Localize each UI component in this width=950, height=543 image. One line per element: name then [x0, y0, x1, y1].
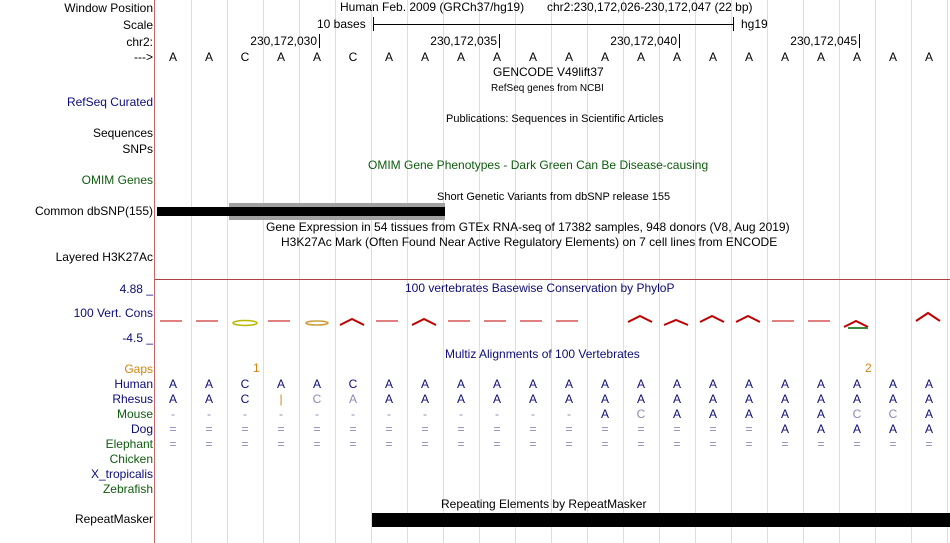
reference-base: A	[492, 50, 501, 64]
gtex-track-title[interactable]: Gene Expression in 54 tissues from GTEx RNA-seq of 17382 samples, 948 donors (V8, Aug 2019)	[266, 220, 790, 234]
conservation-min-label: -4.5 _	[122, 331, 153, 345]
reference-base: A	[816, 50, 825, 64]
alignment-base: A	[816, 392, 825, 406]
alignment-base: A	[924, 377, 933, 391]
reference-base: A	[420, 50, 429, 64]
alignment-base: C	[348, 377, 358, 391]
alignment-base: A	[168, 377, 177, 391]
alignment-base: =	[169, 422, 177, 436]
alignment-base: A	[384, 392, 393, 406]
ruler-tick-label: 230,172,045	[790, 34, 857, 48]
alignment-base: A	[312, 377, 321, 391]
alignment-base: A	[816, 422, 825, 436]
reference-base: A	[636, 50, 645, 64]
alignment-base: =	[205, 422, 213, 436]
alignment-base: =	[313, 437, 321, 451]
reference-base: A	[456, 50, 465, 64]
alignment-base: =	[709, 437, 717, 451]
alignment-base: -	[567, 407, 571, 421]
alignment-base: A	[528, 377, 537, 391]
alignment-base: =	[169, 437, 177, 451]
conservation-label[interactable]: 100 Vert. Cons	[73, 306, 153, 320]
alignment-base: A	[276, 377, 285, 391]
alignment-base: A	[780, 407, 789, 421]
species-label[interactable]: Dog	[130, 422, 153, 436]
alignment-base: =	[457, 437, 465, 451]
alignment-base: =	[673, 437, 681, 451]
alignment-base: =	[349, 437, 357, 451]
reference-base: A	[780, 50, 789, 64]
omim-genes-label[interactable]: OMIM Genes	[81, 173, 153, 187]
alignment-base: C	[240, 392, 250, 406]
alignment-base: =	[385, 422, 393, 436]
strand-label: --->	[134, 50, 153, 64]
dbsnp-label[interactable]: Common dbSNP(155)	[34, 204, 153, 218]
species-label[interactable]: Mouse	[116, 407, 153, 421]
position-readout[interactable]: chr2:230,172,026-230,172,047 (22 bp)	[547, 0, 753, 14]
window-position-label: Window Position	[64, 1, 153, 15]
reference-base: A	[888, 50, 897, 64]
reference-base: A	[744, 50, 753, 64]
alignment-base: -	[423, 407, 427, 421]
alignment-base: =	[241, 422, 249, 436]
scale-db-text: hg19	[741, 17, 768, 31]
chrom-label: chr2:	[126, 35, 153, 49]
alignment-base: -	[351, 407, 355, 421]
alignment-base: A	[780, 392, 789, 406]
alignment-base: C	[852, 407, 862, 421]
cons-peak	[700, 316, 724, 322]
cons-peak	[664, 320, 688, 325]
alignment-base: A	[204, 392, 213, 406]
alignment-base: A	[780, 422, 789, 436]
alignment-base: =	[565, 437, 573, 451]
scale-bases-text: 10 bases	[317, 17, 366, 31]
assembly-title[interactable]: Human Feb. 2009 (GRCh37/hg19)	[340, 0, 525, 14]
snps-label[interactable]: SNPs	[122, 142, 153, 156]
repeatmasker-element-bar[interactable]	[372, 513, 950, 527]
alignment-base: =	[277, 437, 285, 451]
alignment-base: =	[565, 422, 573, 436]
alignment-base: =	[925, 437, 933, 451]
alignment-base: =	[385, 437, 393, 451]
species-label[interactable]: X_tropicalis	[90, 467, 153, 481]
cons-peak	[916, 313, 940, 321]
reference-base: A	[708, 50, 717, 64]
alignment-base: A	[744, 377, 753, 391]
alignment-base: =	[205, 437, 213, 451]
alignment-base: =	[421, 437, 429, 451]
alignment-base: =	[673, 422, 681, 436]
alignment-base: A	[924, 407, 933, 421]
alignment-base: =	[709, 422, 717, 436]
alignment-base: A	[708, 377, 717, 391]
cons-peak	[340, 319, 364, 325]
conservation-max-label: 4.88 _	[119, 282, 153, 296]
alignment-base: -	[459, 407, 463, 421]
cons-peak	[844, 321, 868, 327]
alignment-base: =	[241, 437, 249, 451]
alignment-base: -	[495, 407, 499, 421]
alignment-base: A	[852, 377, 861, 391]
phylop-track-title[interactable]: 100 vertebrates Basewise Conservation by PhyloP	[405, 281, 675, 295]
alignment-base: C	[240, 377, 250, 391]
alignment-base: A	[852, 422, 861, 436]
alignment-base: =	[889, 437, 897, 451]
alignment-base: =	[601, 422, 609, 436]
cons-ellipse	[233, 321, 257, 326]
alignment-base: =	[529, 422, 537, 436]
alignment-base: =	[817, 437, 825, 451]
alignment-base: A	[924, 422, 933, 436]
species-label[interactable]: Rhesus	[112, 392, 153, 406]
alignment-base: A	[708, 407, 717, 421]
reference-base: A	[312, 50, 321, 64]
alignment-base: -	[171, 407, 175, 421]
alignment-base: A	[348, 392, 357, 406]
repeatmasker-label[interactable]: RepeatMasker	[74, 512, 153, 526]
alignment-base: =	[745, 422, 753, 436]
alignment-base: A	[420, 377, 429, 391]
alignment-base: A	[636, 392, 645, 406]
dbsnp-track-title[interactable]: Short Genetic Variants from dbSNP release 155	[437, 191, 671, 203]
gap-count: 2	[865, 361, 872, 375]
reference-base: A	[852, 50, 861, 64]
alignment-base: A	[744, 407, 753, 421]
alignment-base: A	[600, 377, 609, 391]
refseq-curated-label[interactable]: RefSeq Curated	[66, 95, 153, 109]
alignment-base: -	[387, 407, 391, 421]
alignment-base: =	[781, 437, 789, 451]
reference-base: A	[672, 50, 681, 64]
cons-ellipse	[306, 321, 328, 325]
ruler-tick-label: 230,172,040	[610, 34, 677, 48]
alignment-base: A	[816, 377, 825, 391]
alignment-base: A	[456, 377, 465, 391]
alignment-base: =	[313, 422, 321, 436]
sequences-label[interactable]: Sequences	[92, 126, 153, 140]
alignment-base: A	[924, 392, 933, 406]
alignment-base: =	[745, 437, 753, 451]
refseq-track-title[interactable]: RefSeq genes from NCBI	[491, 83, 604, 94]
alignment-base: |	[279, 392, 283, 406]
reference-base: A	[384, 50, 393, 64]
reference-base: A	[924, 50, 933, 64]
h3k27ac-track-title[interactable]: H3K27Ac Mark (Often Found Near Active Regulatory Elements) on 7 cell lines from ENCODE	[281, 235, 778, 249]
species-label[interactable]: Human	[114, 377, 153, 391]
scale-label: Scale	[122, 18, 153, 32]
alignment-base: -	[279, 407, 283, 421]
alignment-base: A	[744, 392, 753, 406]
alignment-base: A	[888, 392, 897, 406]
alignment-base: =	[637, 422, 645, 436]
gap-count: 1	[253, 361, 260, 375]
alignment-base: A	[384, 377, 393, 391]
alignment-base: -	[315, 407, 319, 421]
alignment-base: A	[168, 392, 177, 406]
alignment-base: A	[672, 377, 681, 391]
repeatmasker-track-title[interactable]: Repeating Elements by RepeatMasker	[441, 497, 647, 511]
alignment-base: =	[493, 437, 501, 451]
ruler-tick-label: 230,172,030	[250, 34, 317, 48]
alignment-base: =	[853, 437, 861, 451]
gaps-label[interactable]: Gaps	[124, 362, 153, 376]
alignment-base: A	[672, 407, 681, 421]
alignment-base: A	[492, 392, 501, 406]
alignment-base: =	[493, 422, 501, 436]
alignment-base: A	[492, 377, 501, 391]
species-label[interactable]: Zebrafish	[102, 482, 153, 496]
alignment-base: A	[888, 377, 897, 391]
alignment-base: =	[637, 437, 645, 451]
alignment-base: =	[349, 422, 357, 436]
species-label[interactable]: Elephant	[105, 437, 153, 451]
alignment-base: =	[421, 422, 429, 436]
alignment-base: A	[708, 392, 717, 406]
alignment-base: A	[672, 392, 681, 406]
alignment-base: A	[816, 407, 825, 421]
reference-base: C	[348, 50, 358, 64]
omim-track-title[interactable]: OMIM Gene Phenotypes - Dark Green Can Be Disease-causing	[368, 158, 709, 172]
publications-track-title[interactable]: Publications: Sequences in Scientific Articles	[446, 113, 664, 125]
reference-base: A	[600, 50, 609, 64]
ruler-tick-label: 230,172,035	[430, 34, 497, 48]
alignment-base: A	[636, 377, 645, 391]
alignment-base: A	[204, 377, 213, 391]
alignment-base: C	[636, 407, 646, 421]
alignment-base: -	[243, 407, 247, 421]
alignment-base: -	[531, 407, 535, 421]
reference-base: C	[240, 50, 250, 64]
alignment-base: =	[529, 437, 537, 451]
alignment-base: A	[888, 422, 897, 436]
alignment-base: A	[420, 392, 429, 406]
alignment-base: -	[207, 407, 211, 421]
alignment-base: A	[528, 392, 537, 406]
alignment-base: C	[312, 392, 322, 406]
reference-base: A	[276, 50, 285, 64]
alignment-base: A	[852, 392, 861, 406]
alignment-base: A	[456, 392, 465, 406]
alignment-base: A	[780, 377, 789, 391]
reference-base: A	[564, 50, 573, 64]
cons-peak	[628, 316, 652, 322]
multiz-track-title[interactable]: Multiz Alignments of 100 Vertebrates	[445, 347, 640, 361]
alignment-base: =	[601, 437, 609, 451]
reference-base: A	[528, 50, 537, 64]
alignment-base: A	[600, 407, 609, 421]
alignment-base: C	[888, 407, 898, 421]
reference-base: A	[168, 50, 177, 64]
cons-peak	[412, 319, 436, 325]
alignment-base: A	[564, 392, 573, 406]
reference-base: A	[204, 50, 213, 64]
alignment-base: A	[564, 377, 573, 391]
alignment-base: =	[277, 422, 285, 436]
alignment-base: A	[600, 392, 609, 406]
gencode-track-title[interactable]: GENCODE V49lift37	[493, 65, 604, 79]
alignment-base: =	[457, 422, 465, 436]
cons-peak	[736, 316, 760, 322]
species-label[interactable]: Chicken	[109, 452, 153, 466]
h3k27ac-label[interactable]: Layered H3K27Ac	[55, 250, 153, 264]
